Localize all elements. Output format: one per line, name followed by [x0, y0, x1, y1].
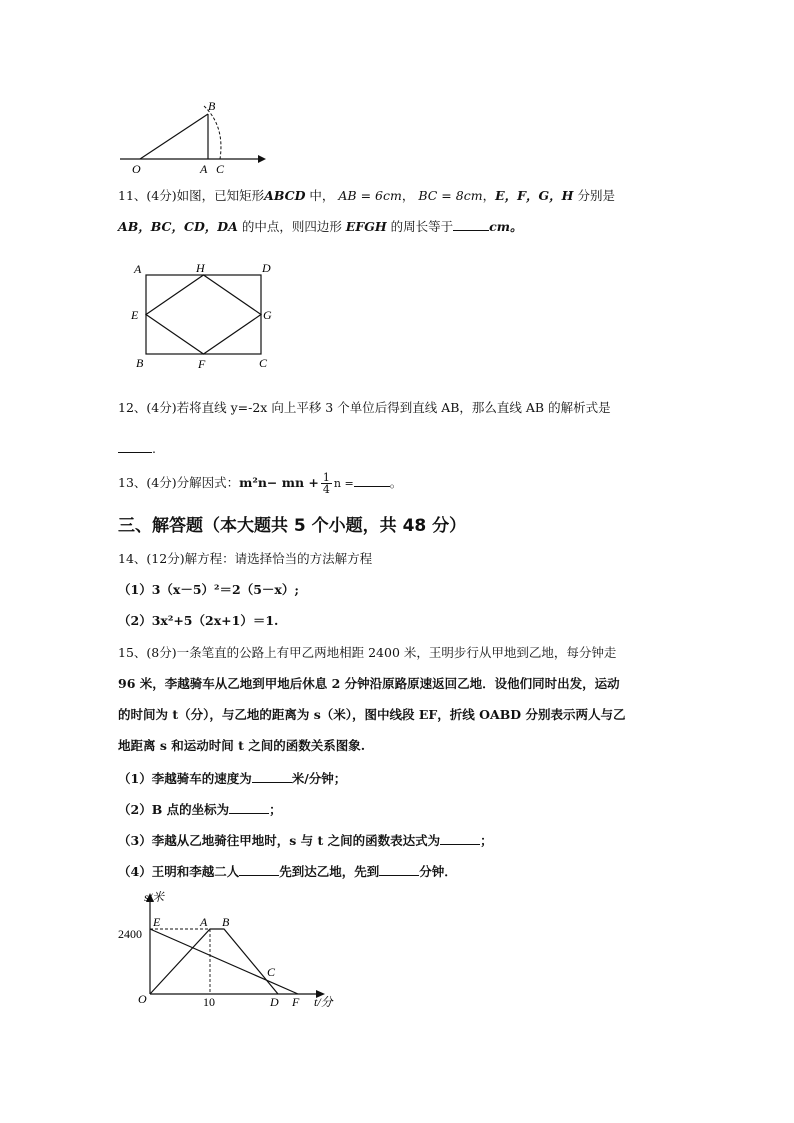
- q13-line: [118, 470, 402, 497]
- figure-rectangle-efgh: [128, 258, 278, 373]
- q11-points: E，F，G，H: [495, 188, 574, 203]
- rhombus-efgh: [146, 275, 261, 354]
- q15-sub4-blank1[interactable]: [239, 863, 279, 876]
- fraction-denominator: 4: [322, 483, 330, 496]
- q11-sides: AB，BC，CD，DA: [118, 219, 238, 234]
- q12-line2: [118, 440, 156, 457]
- q12-answer-blank[interactable]: [118, 440, 152, 453]
- q11-text2: 分别是: [573, 188, 615, 203]
- q13-fraction: [321, 472, 332, 495]
- q11-ab: AB = 6cm: [338, 188, 402, 203]
- q15-line2: 96 米，李越骑车从乙地到甲地后休息 2 分钟沿原路原速返回乙地．设他们同时出发，运动: [118, 676, 620, 691]
- q15-sub4: [118, 863, 457, 880]
- rectangle-abcd: [146, 275, 261, 354]
- q14-line1: 14、(12分)解方程：请选择恰当的方法解方程: [118, 551, 373, 566]
- q15-line4: 地距离 s 和运动时间 t 之间的函数关系图象.: [118, 738, 366, 753]
- point-F: F: [292, 995, 300, 1009]
- q12-period: .: [152, 441, 156, 456]
- q12-line1: 12、(4分)若将直线 y=-2x 向上平移 3 个单位后得到直线 AB，那么直线 AB 的解析式是: [118, 400, 611, 415]
- polyline-OABD: [150, 929, 278, 994]
- dashed-arc: [204, 106, 221, 159]
- x-axis-label: t/分: [314, 995, 333, 1009]
- q15-sub3-blank[interactable]: [440, 832, 480, 845]
- q11-abcd: ABCD: [264, 188, 306, 203]
- q15-sub2-text: （2）B 点的坐标为: [118, 802, 230, 817]
- section-3-title: 三、解答题（本大题共 5 个小题，共 48 分）: [118, 516, 467, 536]
- label-C: C: [259, 356, 268, 370]
- label-O: O: [132, 162, 141, 176]
- q15-sub2-end: ；: [269, 802, 282, 817]
- q11-text4: 的周长等于: [386, 219, 454, 234]
- q11-text: 中，: [305, 188, 335, 203]
- q11-text3: 的中点，则四边形: [237, 219, 346, 234]
- q15-sub1-unit: 米/分钟；: [291, 771, 347, 786]
- q15-line3: 的时间为 t（分），与乙地的距离为 s（米），图中线段 EF，折线 OABD 分别表示两人与乙: [118, 707, 626, 722]
- q15-sub1-text: （1）李越骑车的速度为: [118, 771, 252, 786]
- q15-sub3-end: ；: [480, 833, 493, 848]
- label-A: A: [200, 162, 208, 176]
- figure-angle-arc: [110, 98, 270, 176]
- label-A: A: [134, 262, 142, 276]
- q15-sub4-text3: 分钟．: [419, 864, 457, 879]
- q11-line1: [118, 188, 615, 204]
- q11-comma: ，: [401, 188, 415, 203]
- q15-sub4-blank2[interactable]: [379, 863, 419, 876]
- q11-unit: cm。: [489, 219, 523, 234]
- y-axis-label: s/米: [144, 890, 165, 904]
- label-B: B: [136, 356, 144, 370]
- label-C: C: [216, 162, 225, 176]
- label-D: D: [262, 261, 271, 275]
- point-O: O: [138, 992, 147, 1006]
- segment-EF: [150, 929, 298, 994]
- point-B: B: [222, 915, 230, 929]
- q15-sub3-text: （3）李越从乙地骑往甲地时，s 与 t 之间的函数表达式为: [118, 833, 441, 848]
- q15-sub4-text: （4）王明和李越二人: [118, 864, 240, 879]
- q15-sub3: [118, 832, 493, 849]
- q13-prefix: 13、(4分)分解因式：: [118, 475, 240, 490]
- label-E: E: [131, 308, 139, 322]
- q11-line2: [118, 218, 523, 235]
- q14-sub2: （2）3x²+5（2x+1）＝1.: [118, 613, 279, 628]
- q13-end: 。: [389, 475, 403, 490]
- x-tick-10: 10: [203, 995, 215, 1009]
- label-B: B: [208, 99, 216, 113]
- q11-answer-blank[interactable]: [453, 218, 489, 231]
- q13-expr-a: m²n− mn +: [239, 475, 319, 490]
- point-C: C: [267, 965, 276, 979]
- axis-arrow: [258, 155, 266, 163]
- label-G: G: [263, 308, 272, 322]
- segment-OB: [140, 114, 208, 159]
- figure-distance-time-graph: [112, 888, 352, 1012]
- q11-comma2: ，: [482, 188, 496, 203]
- fraction-numerator: 1: [322, 471, 330, 484]
- q13-expr-b: n =: [333, 477, 354, 490]
- y-tick-2400: 2400: [118, 927, 142, 941]
- q15-sub4-text2: 先到达乙地，先到: [279, 864, 380, 879]
- q15-sub2: [118, 801, 282, 818]
- q11-bc: BC = 8cm: [418, 188, 483, 203]
- q15-sub1-blank[interactable]: [252, 770, 292, 783]
- q11-number: 11、(4分)如图，已知矩形: [118, 188, 265, 203]
- label-H: H: [196, 261, 205, 275]
- point-A: A: [200, 915, 208, 929]
- label-F: F: [198, 357, 206, 371]
- q14-sub1: （1）3（x－5）²＝2（5－x）;: [118, 582, 299, 597]
- point-E: E: [153, 915, 161, 929]
- q13-answer-blank[interactable]: [354, 474, 390, 487]
- q11-efgh: EFGH: [345, 219, 387, 234]
- q15-line1: 15、(8分)一条笔直的公路上有甲乙两地相距 2400 米，王明步行从甲地到乙地，每分钟走: [118, 645, 617, 660]
- point-D: D: [270, 995, 279, 1009]
- q15-sub2-blank[interactable]: [229, 801, 269, 814]
- q15-sub1: [118, 770, 346, 787]
